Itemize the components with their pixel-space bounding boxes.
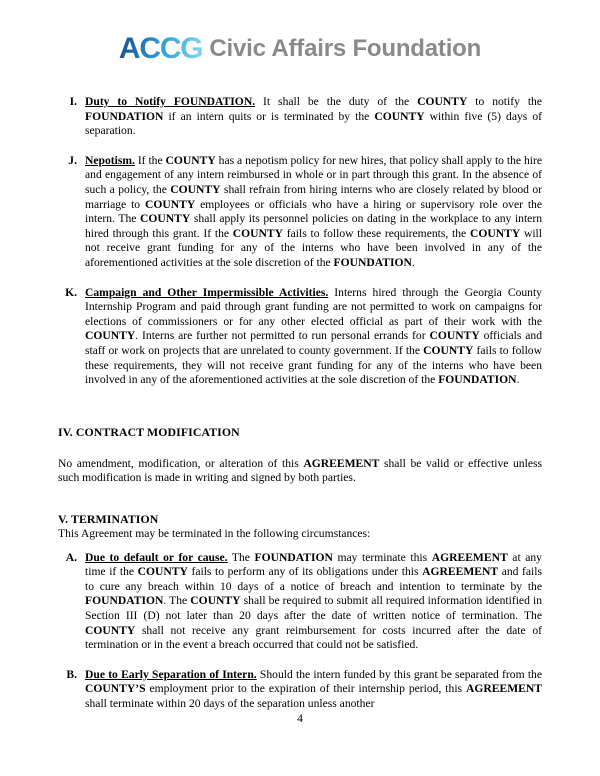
page-number: 4 bbox=[297, 712, 303, 725]
document-body bbox=[0, 78, 600, 712]
clause-item-A bbox=[58, 551, 542, 653]
clause-marker: J. bbox=[68, 153, 77, 167]
clause-rich-text: It shall be the duty of the COUNTY to notify the FOUNDATION if an intern quits or is terminated by the COUNTY within five (5) days of separation. bbox=[85, 95, 542, 138]
document-header bbox=[0, 0, 600, 78]
clause-heading: Campaign and Other Impermissible Activities. bbox=[85, 285, 329, 299]
foundation-name-text: Civic Affairs Foundation bbox=[209, 35, 482, 62]
section-iv-paragraph: No amendment, modification, or alteration of this AGREEMENT shall be valid or effective unless such modification is made in writing and signed by both parties. bbox=[58, 456, 542, 485]
clause-text bbox=[85, 551, 542, 653]
clause-marker: A. bbox=[65, 550, 77, 564]
clause-text bbox=[85, 95, 542, 139]
clause-rich-text: Interns hired through the Georgia County Internship Program and paid through grant funding are not permitted to work on campaigns for elections of commissioners or for any other elected official as part of their work with the COUNTY. Interns are further not permitted to run personal errands for COUNTY officials and staff or work on projects that are unrelated to county government. If the COUNTY fails to follow these requirements, they will not receive grant funding for any of the interns who have been involved in any of the aforementioned activities at the sole discretion of the FOUNDATION. bbox=[85, 285, 542, 387]
clause-heading: Nepotism. bbox=[85, 153, 135, 167]
clause-rich-text: Should the intern funded by this grant be separated from the COUNTY’S employment prior to the expiration of their internship period, this AGREEMENT shall terminate within 20 days of the separation unless another bbox=[85, 667, 542, 710]
clause-item-J bbox=[58, 154, 542, 271]
clause-item-K bbox=[58, 286, 542, 388]
clause-text bbox=[85, 154, 542, 271]
clause-heading: Due to Early Separation of Intern. bbox=[85, 667, 257, 681]
accg-logo bbox=[119, 34, 481, 64]
clause-item-B bbox=[58, 668, 542, 712]
section-heading-v: V. TERMINATION bbox=[58, 511, 159, 526]
clause-marker: K. bbox=[65, 285, 77, 299]
clause-heading: Due to default or for cause. bbox=[85, 550, 228, 564]
clause-marker: I. bbox=[69, 95, 77, 108]
clause-text bbox=[85, 668, 542, 712]
clause-rich-text: The FOUNDATION may terminate this AGREEMENT at any time if the COUNTY fails to perform any of its obligations under this AGREEMENT and fails to cure any breach within 10 days of a notice of breach and intention to terminate by the FOUNDATION. The COUNTY shall be required to submit all required information identified in Section III (D) not later than 20 days after the date of written notice of termination. The COUNTY shall not receive any grant reimbursement for costs incurred after the date of termination or in the event a breach occurred that could not be satisfied. bbox=[85, 550, 542, 652]
clause-heading: Duty to Notify FOUNDATION. bbox=[85, 95, 256, 108]
section-heading-iv: IV. CONTRACT MODIFICATION bbox=[58, 424, 240, 439]
section-v-intro: This Agreement may be terminated in the following circumstances: bbox=[58, 526, 371, 540]
clause-marker: B. bbox=[66, 667, 77, 681]
clause-text bbox=[85, 286, 542, 388]
clause-rich-text: If the COUNTY has a nepotism policy for new hires, that policy shall apply to the hire and engagement of any intern reimbursed in whole or in part through this grant. In the absence of such a policy, the COUNTY shall refrain from hiring interns who are closely related by blood or marriage to COUNTY employees or officials who have a hiring or supervisory role over the intern. The COUNTY shall apply its personnel policies on dating in the workplace to any intern hired through this grant. If the COUNTY fails to follow these requirements, the COUNTY will not receive grant funding for any of the interns who have been involved in any of the aforementioned activities at the sole discretion of the FOUNDATION. bbox=[85, 153, 543, 269]
clause-item-I bbox=[58, 95, 542, 139]
accg-wordmark-icon: ACCG bbox=[118, 32, 203, 65]
